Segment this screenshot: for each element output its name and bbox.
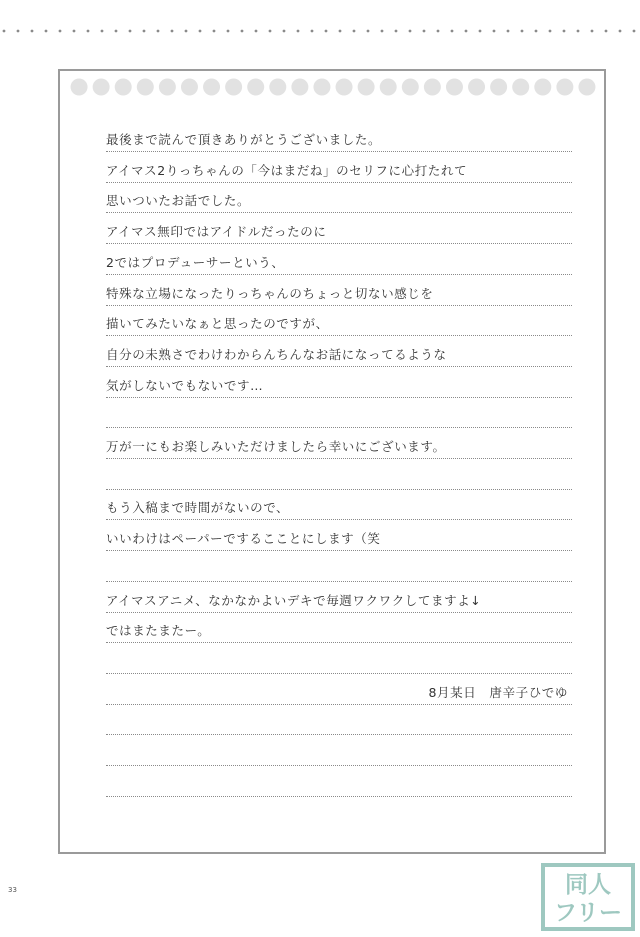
border-dot xyxy=(577,30,580,33)
note-line-text: 自分の未熟さでわけわからんちんなお話になってるような xyxy=(106,346,447,362)
binding-hole xyxy=(181,79,198,96)
border-dot xyxy=(17,30,20,33)
page-number: 33 xyxy=(8,886,17,894)
binding-hole xyxy=(225,79,242,96)
stamp-line-2: フリー xyxy=(553,900,623,926)
border-dot xyxy=(619,30,622,33)
note-line xyxy=(106,132,572,152)
binding-hole xyxy=(534,79,551,96)
stamp-line-1: 同人 xyxy=(565,872,611,898)
note-line xyxy=(106,439,572,459)
border-dot xyxy=(199,30,202,33)
border-dot xyxy=(241,30,244,33)
border-dot xyxy=(367,30,370,33)
note-line-text: ではまたまたー。 xyxy=(106,623,211,639)
note-line xyxy=(106,377,572,398)
note-line-text: 2ではプロデューサーという、 xyxy=(106,254,285,270)
border-dot xyxy=(87,30,90,33)
border-dot xyxy=(633,30,636,33)
note-line xyxy=(106,162,572,183)
border-dot xyxy=(325,30,328,33)
border-dot xyxy=(297,30,300,33)
border-dot xyxy=(101,30,104,33)
border-dot xyxy=(465,30,468,33)
binding-hole xyxy=(291,79,308,96)
border-dot xyxy=(59,30,62,33)
note-line-text: アイマス無印ではアイドルだったのに xyxy=(106,224,327,240)
binding-hole xyxy=(203,79,220,96)
note-paper xyxy=(58,69,606,854)
note-line xyxy=(106,673,572,674)
border-dot xyxy=(535,30,538,33)
border-dot xyxy=(451,30,454,33)
note-line-text: アイマスアニメ、なかなかよいデキで毎週ワクワクしてますよ↓ xyxy=(106,592,482,608)
border-dot xyxy=(213,30,216,33)
border-dot xyxy=(115,30,118,33)
border-dot xyxy=(339,30,342,33)
binding-hole xyxy=(269,79,286,96)
binding-hole xyxy=(93,79,110,96)
note-line-text: 気がしないでもないです… xyxy=(106,377,264,393)
binding-hole xyxy=(336,79,353,96)
note-line-text: アイマス2りっちゃんの「今はまだね」のセリフに心打たれて xyxy=(106,162,468,178)
binding-hole xyxy=(71,79,88,96)
note-line xyxy=(106,684,572,705)
border-dot xyxy=(563,30,566,33)
note-line xyxy=(106,500,572,520)
note-line xyxy=(106,489,572,490)
binding-hole xyxy=(578,79,595,96)
binding-hole xyxy=(512,79,529,96)
note-line xyxy=(106,254,572,275)
note-line xyxy=(106,796,572,797)
binding-hole xyxy=(115,79,132,96)
note-line xyxy=(106,224,572,244)
border-dot xyxy=(73,30,76,33)
binding-hole xyxy=(556,79,573,96)
binding-hole xyxy=(137,79,154,96)
border-dot xyxy=(283,30,286,33)
border-dot xyxy=(409,30,412,33)
top-dot-border xyxy=(0,26,640,36)
border-dot xyxy=(395,30,398,33)
border-dot xyxy=(255,30,258,33)
border-dot xyxy=(157,30,160,33)
border-dot xyxy=(381,30,384,33)
border-dot xyxy=(171,30,174,33)
note-line-text: いいわけはペーパーでするこことにします（笑 xyxy=(106,531,381,547)
note-line-text: 描いてみたいなぁと思ったのですが、 xyxy=(106,316,329,332)
border-dot xyxy=(269,30,272,33)
binding-hole xyxy=(313,79,330,96)
note-line xyxy=(106,316,572,336)
note-line xyxy=(106,623,572,643)
border-dot xyxy=(591,30,594,33)
note-line xyxy=(106,765,572,766)
border-dot xyxy=(423,30,426,33)
binding-hole xyxy=(358,79,375,96)
binding-hole xyxy=(490,79,507,96)
border-dot xyxy=(185,30,188,33)
border-dot xyxy=(45,30,48,33)
note-line xyxy=(106,285,572,306)
border-dot xyxy=(129,30,132,33)
note-line xyxy=(106,734,572,735)
binding-hole xyxy=(446,79,463,96)
border-dot xyxy=(521,30,524,33)
border-dot xyxy=(605,30,608,33)
border-dot xyxy=(493,30,496,33)
border-dot xyxy=(3,30,6,33)
border-dot xyxy=(143,30,146,33)
note-line-text: もう入稿まで時間がないので、 xyxy=(106,500,290,516)
border-dot xyxy=(353,30,356,33)
note-line-text: 8月某日 唐辛子ひでゆ xyxy=(428,684,568,700)
note-line xyxy=(106,592,572,613)
border-dot xyxy=(227,30,230,33)
note-line xyxy=(106,427,572,428)
note-line-text: 最後まで読んで頂きありがとうございました。 xyxy=(106,132,382,147)
binding-hole xyxy=(424,79,441,96)
border-dot xyxy=(437,30,440,33)
binding-hole xyxy=(468,79,485,96)
note-line xyxy=(106,346,572,367)
binding-holes xyxy=(68,76,598,98)
binding-hole xyxy=(247,79,264,96)
binding-hole xyxy=(380,79,397,96)
note-line xyxy=(106,193,572,213)
border-dot xyxy=(311,30,314,33)
border-dot xyxy=(479,30,482,33)
note-line-text: 特殊な立場になったりっちゃんのちょっと切ない感じを xyxy=(106,285,434,301)
binding-hole xyxy=(402,79,419,96)
border-dot xyxy=(549,30,552,33)
note-line xyxy=(106,531,572,551)
note-line-text: 万が一にもお楽しみいただけましたら幸いにございます。 xyxy=(106,439,446,454)
binding-hole xyxy=(159,79,176,96)
note-line xyxy=(106,581,572,582)
border-dot xyxy=(31,30,34,33)
note-line-text: 思いついたお話でした。 xyxy=(106,193,251,209)
border-dot xyxy=(507,30,510,33)
doujin-free-stamp xyxy=(540,862,636,932)
